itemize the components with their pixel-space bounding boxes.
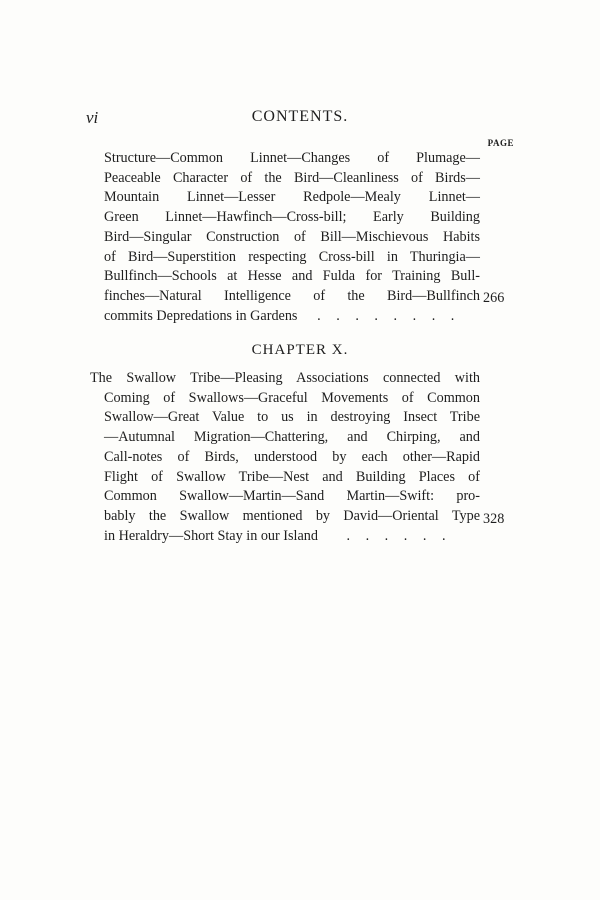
entry-line: The Swallow Tribe—Pleasing Associations connected with bbox=[90, 370, 480, 386]
entry-line: Green Linnet—Hawfinch—Cross-bill; Early Building bbox=[104, 209, 480, 226]
entry-line: Structure—Common Linnet—Changes of Plumage— bbox=[104, 150, 480, 166]
entry-last-line bbox=[90, 527, 480, 547]
entry-line: Bullfinch—Schools at Hesse and Fulda for Training Bull- bbox=[104, 268, 480, 285]
dot-leader: . . . . . . . . bbox=[317, 307, 461, 324]
dot-leader: . . . . . . bbox=[346, 527, 452, 544]
entry-last-line bbox=[104, 307, 480, 327]
entry-line: Call-notes of Birds, understood by each other—Rapid bbox=[104, 448, 480, 465]
page-number: vi bbox=[86, 108, 99, 127]
entry-line: —Autumnal Migration—Chattering, and Chirping, and bbox=[104, 429, 480, 446]
entry-line: Common Swallow—Martin—Sand Martin—Swift: pro- bbox=[104, 488, 480, 505]
entry-line: commits Depredations in Gardens bbox=[104, 307, 298, 324]
entry-line: Peaceable Character of the Bird—Cleanliness of Birds— bbox=[104, 169, 480, 186]
entry-line: of Bird—Superstition respecting Cross-bill in Thuringia— bbox=[104, 248, 480, 265]
chapter-heading: CHAPTER X. bbox=[251, 342, 349, 358]
page-reference: 328 bbox=[483, 511, 505, 527]
contents-entry-chapter-ix bbox=[104, 149, 480, 326]
entry-line: bably the Swallow mentioned by David—Oriental Type bbox=[104, 507, 480, 524]
page-reference: 266 bbox=[483, 290, 505, 306]
entry-line: Swallow—Great Value to us in destroying Insect Tribe bbox=[104, 409, 480, 426]
entry-line: Flight of Swallow Tribe—Nest and Building Places of bbox=[104, 468, 480, 485]
entry-line: finches—Natural Intelligence of the Bird—Bullfinch bbox=[104, 287, 480, 304]
entry-line: Bird—Singular Construction of Bill—Mischievous Habits bbox=[104, 228, 480, 245]
entry-line: Coming of Swallows—Graceful Movements of Common bbox=[104, 389, 480, 406]
page-column-label: PAGE bbox=[487, 138, 514, 148]
contents-entry-chapter-x bbox=[90, 369, 480, 546]
running-title: CONTENTS. bbox=[251, 108, 349, 125]
entry-line: in Heraldry—Short Stay in our Island bbox=[104, 527, 318, 544]
entry-line: Mountain Linnet—Lesser Redpole—Mealy Linnet— bbox=[104, 189, 480, 206]
